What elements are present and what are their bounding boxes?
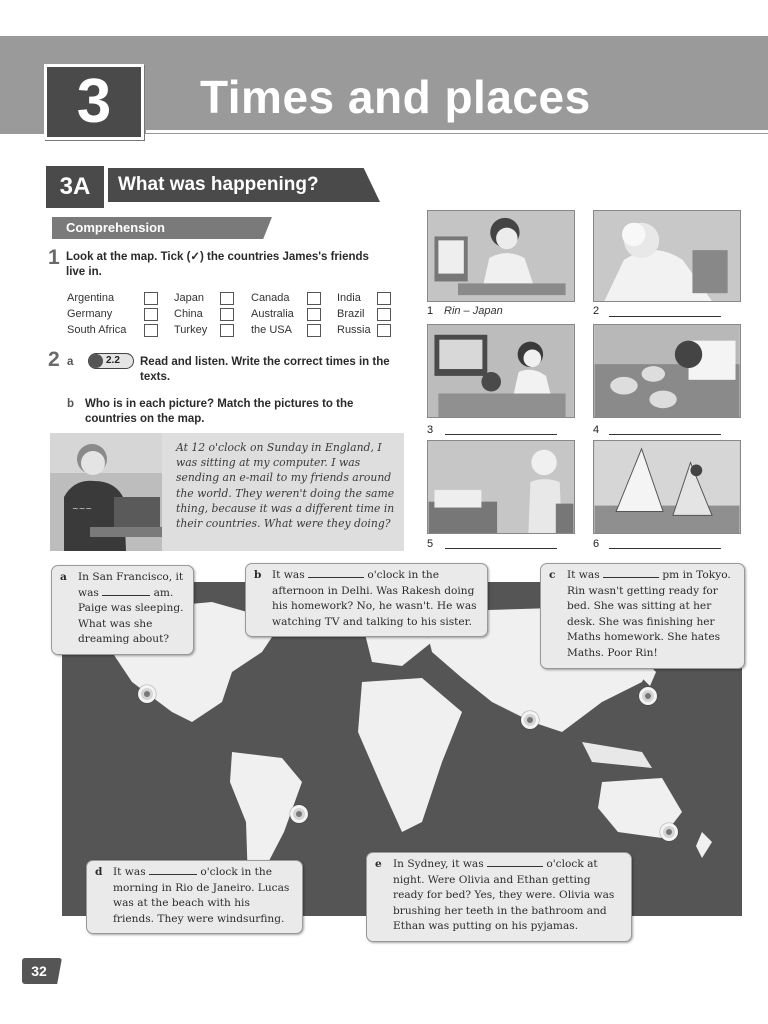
country-label: Argentina	[67, 292, 115, 304]
picture-3-children-watching-tv	[427, 324, 575, 418]
picture-number: 3	[427, 424, 434, 436]
answer-line[interactable]	[609, 434, 721, 435]
callout-e-text-rest: o'clock at night. Were Olivia and Ethan getting ready for bed? Yes, they were. Olivia was brushing her teeth in the bathroom and Ethan was putting on his pyjamas.	[393, 858, 615, 932]
section-title: What was happening?	[118, 174, 319, 195]
exercise-2a-letter: a	[67, 356, 74, 368]
picture-number: 2	[593, 305, 600, 317]
callout-b-text-rest: o'clock in the afternoon in Delhi. Was Rakesh doing his homework? No, he wasn't. He was watching TV and talking to his sister.	[272, 569, 477, 628]
country-label: the USA	[251, 324, 292, 336]
picture-6-windsurfing	[593, 440, 741, 534]
country-label: Turkey	[174, 324, 208, 336]
callout-b-text-pre: It was	[272, 569, 305, 581]
svg-text:~~~: ~~~	[72, 504, 93, 513]
country-label: South Africa	[67, 324, 127, 336]
country-label: Russia	[337, 324, 371, 336]
location-pin-tokyo[interactable]	[639, 687, 657, 705]
picture-4-girl-dreaming	[593, 324, 741, 418]
answer-blank[interactable]	[149, 865, 197, 875]
callout-d	[86, 860, 303, 934]
country-checkbox[interactable]	[220, 292, 234, 305]
callout-b	[245, 563, 488, 637]
exercise-2b-text: Who is in each picture? Match the pictures to the countries on the map.	[85, 398, 354, 425]
exercise-1-instruction: Look at the map. Tick (✓) the countries James's friends live in.	[66, 251, 369, 278]
callout-letter: b	[254, 569, 262, 581]
country-label: Canada	[251, 292, 290, 304]
country-checkbox[interactable]	[307, 308, 321, 321]
country-checkbox[interactable]	[377, 308, 391, 321]
picture-number: 4	[593, 424, 600, 436]
intro-text: At 12 o'clock on Sunday in England, I was sitting at my computer. I was sending an e-mail to my friends around the world. They weren't doing the same thing, because it was a different time in their countries. What were they doing?	[176, 441, 395, 531]
answer-line[interactable]	[609, 548, 721, 549]
cd-icon	[89, 354, 103, 368]
callout-letter: a	[60, 571, 67, 583]
picture-number: 1	[427, 305, 434, 317]
subsection-label: Comprehension	[66, 220, 165, 235]
country-checkbox[interactable]	[377, 324, 391, 337]
country-checkbox[interactable]	[220, 324, 234, 337]
picture-1-caption: Rin – Japan	[444, 305, 503, 317]
picture-2-girl-sleeping	[593, 210, 741, 302]
callout-d-text-pre: It was	[113, 866, 146, 878]
country-checkbox[interactable]	[144, 324, 158, 337]
callout-a-text-pre: In San Francisco, it was	[78, 571, 184, 599]
audio-track-number: 2.2	[106, 355, 120, 366]
header-divider	[146, 130, 768, 133]
answer-blank[interactable]	[603, 568, 659, 578]
exercise-2a-text-line1	[140, 355, 390, 385]
country-checkbox[interactable]	[307, 324, 321, 337]
callout-letter: d	[95, 866, 103, 878]
callout-e-text-pre: In Sydney, it was	[393, 858, 484, 870]
picture-1-girl-at-desk	[427, 210, 575, 302]
country-checkbox[interactable]	[220, 308, 234, 321]
callout-c-text-pre: It was	[567, 569, 600, 581]
answer-line[interactable]	[445, 434, 557, 435]
callout-a-text-rest: Paige was sleeping. What was she dreaming about?	[78, 602, 184, 645]
location-pin-sydney[interactable]	[660, 823, 678, 841]
country-checkbox[interactable]	[144, 292, 158, 305]
country-checkbox[interactable]	[377, 292, 391, 305]
exercise-2a-text: Read and listen. Write the correct times in the texts.	[140, 356, 390, 383]
unit-title: Times and places	[200, 71, 591, 123]
page-number: 32	[31, 963, 47, 979]
country-label: Brazil	[337, 308, 365, 320]
answer-blank[interactable]	[487, 857, 543, 867]
boy-at-computer-photo	[50, 433, 162, 551]
callout-c-text-rest: pm in Tokyo. Rin wasn't getting ready for bed. She was sitting at her desk. She was finishing her Maths homework. She hates Maths. Poor Rin!	[567, 569, 731, 659]
callout-letter: e	[375, 858, 382, 870]
section-code: 3A	[59, 173, 91, 200]
location-pin-rio[interactable]	[290, 805, 308, 823]
country-label: Australia	[251, 308, 294, 320]
country-label: Japan	[174, 292, 204, 304]
picture-number: 5	[427, 538, 434, 550]
callout-d-text-rest: o'clock in the morning in Rio de Janeiro. Lucas was at the beach with his friends. They were windsurfing.	[113, 866, 290, 925]
answer-line[interactable]	[609, 316, 721, 317]
exercise-2-number: 2	[48, 348, 60, 371]
country-label: Germany	[67, 308, 113, 320]
exercise-1-number: 1	[48, 246, 60, 269]
location-pin-delhi[interactable]	[521, 711, 539, 729]
country-checkbox[interactable]	[307, 292, 321, 305]
picture-5-boy-in-pyjamas	[427, 440, 575, 534]
callout-letter: c	[549, 569, 556, 581]
exercise-2b-letter: b	[67, 398, 75, 410]
location-pin-san-francisco[interactable]	[138, 685, 156, 703]
country-label: China	[174, 308, 203, 320]
callout-e	[366, 852, 632, 942]
callout-a	[51, 565, 194, 655]
country-checkbox[interactable]	[144, 308, 158, 321]
answer-line[interactable]	[445, 548, 557, 549]
answer-blank[interactable]	[102, 586, 150, 596]
picture-number: 6	[593, 538, 600, 550]
answer-blank[interactable]	[308, 568, 364, 578]
country-label: India	[337, 292, 361, 304]
unit-number: 3	[76, 67, 112, 136]
callout-a-text-mid: am.	[153, 586, 174, 599]
callout-c	[540, 563, 745, 669]
